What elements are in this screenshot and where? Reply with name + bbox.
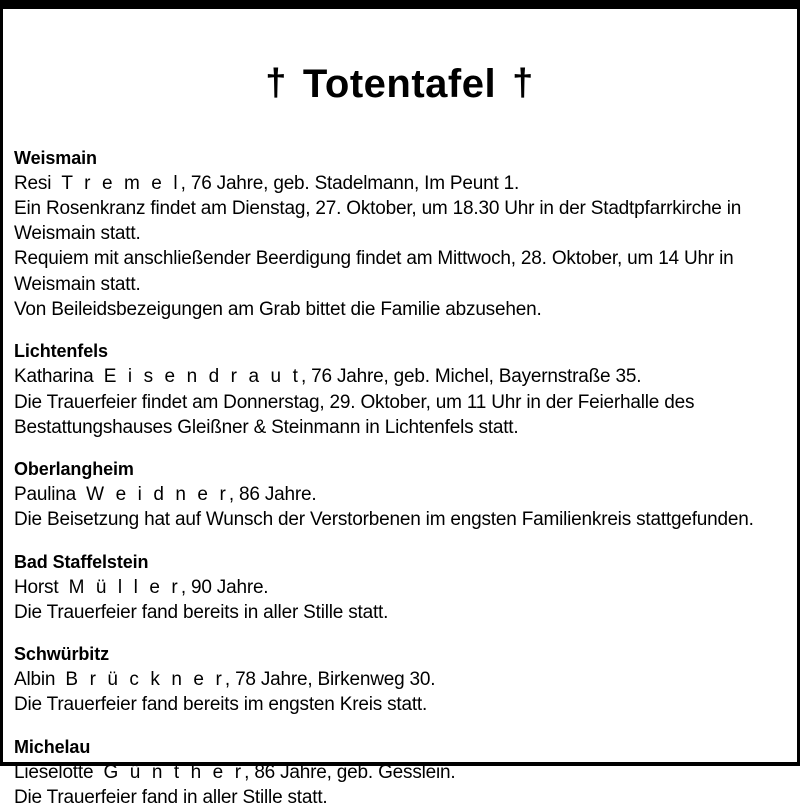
notice-detail-line: Die Trauerfeier findet am Donnerstag, 29. Oktober, um 11 Uhr in der Feierhalle des Bestattungshauses Gleißner & Steinmann in Lichtenfels statt. xyxy=(14,391,695,438)
person-details: , 86 Jahre, geb. Gesslein. xyxy=(244,761,456,783)
notice-place-heading: Bad Staffelstein xyxy=(14,551,149,572)
person-first-name: Katharina xyxy=(14,366,94,388)
notice-detail-line: Die Trauerfeier fand bereits im engsten Kreis statt. xyxy=(14,694,428,716)
person-details: , 76 Jahre, geb. Stadelmann, Im Peunt 1. xyxy=(180,172,520,194)
notice-detail-line: Requiem mit anschließender Beerdigung findet am Mittwoch, 28. Oktober, um 14 Uhr in Weismain statt. xyxy=(14,248,734,295)
frame-rule-top xyxy=(0,0,800,9)
notice-place-heading: Michelau xyxy=(14,736,91,757)
notice-person-line xyxy=(14,667,785,692)
notice-content xyxy=(3,9,797,809)
notice-person-line xyxy=(14,575,785,600)
notice-place-heading: Oberlangheim xyxy=(14,459,134,480)
page-title-text: Totentafel xyxy=(302,61,497,106)
notice-entry xyxy=(14,340,785,440)
notice-place-heading: Lichtenfels xyxy=(14,341,108,362)
person-details: , 90 Jahre. xyxy=(180,576,269,598)
person-surname: W e i d n e r xyxy=(86,484,229,506)
person-first-name: Paulina xyxy=(14,484,76,506)
person-first-name: Albin xyxy=(14,669,56,691)
person-details: , 78 Jahre, Birkenweg 30. xyxy=(224,669,436,691)
person-surname: G ü n t h e r xyxy=(103,761,245,783)
notice-list xyxy=(14,137,785,810)
person-surname: T r e m e l xyxy=(61,172,181,194)
notice-detail-line: Von Beileidsbezeigungen am Grab bittet die Familie abzusehen. xyxy=(14,298,542,320)
notice-entry xyxy=(14,736,785,810)
notice-place-heading: Weismain xyxy=(14,147,97,168)
notice-person-line xyxy=(14,760,785,785)
cross-icon-left: † xyxy=(265,61,287,104)
person-first-name: Horst xyxy=(14,576,59,598)
notice-entry xyxy=(14,147,785,323)
notice-detail-line: Die Trauerfeier fand in aller Stille statt. xyxy=(14,787,328,809)
notice-person-line xyxy=(14,171,785,196)
notice-entry xyxy=(14,643,785,718)
notice-detail-line: Die Trauerfeier fand bereits in aller Stille statt. xyxy=(14,601,389,623)
notice-entry xyxy=(14,551,785,626)
person-surname: M ü l l e r xyxy=(68,576,181,598)
person-surname: B r ü c k n e r xyxy=(65,669,225,691)
person-first-name: Resi xyxy=(14,172,52,194)
notice-detail-line: Ein Rosenkranz findet am Dienstag, 27. Oktober, um 18.30 Uhr in der Stadtpfarrkirche in Weismain statt. xyxy=(14,197,742,245)
person-surname: E i s e n d r a u t xyxy=(103,366,301,388)
page-title xyxy=(14,36,785,110)
notice-detail-line: Die Beisetzung hat auf Wunsch der Verstorbenen im engsten Familienkreis stattgefunden. xyxy=(14,509,754,531)
notice-place-heading: Schwürbitz xyxy=(14,644,110,665)
person-details: , 76 Jahre, geb. Michel, Bayernstraße 35. xyxy=(300,366,642,388)
cross-icon-right: † xyxy=(512,61,534,104)
notice-person-line xyxy=(14,482,785,507)
notice-entry xyxy=(14,458,785,533)
person-details: , 86 Jahre. xyxy=(228,484,317,506)
person-first-name: Lieselotte xyxy=(14,761,94,783)
notice-person-line xyxy=(14,364,785,389)
